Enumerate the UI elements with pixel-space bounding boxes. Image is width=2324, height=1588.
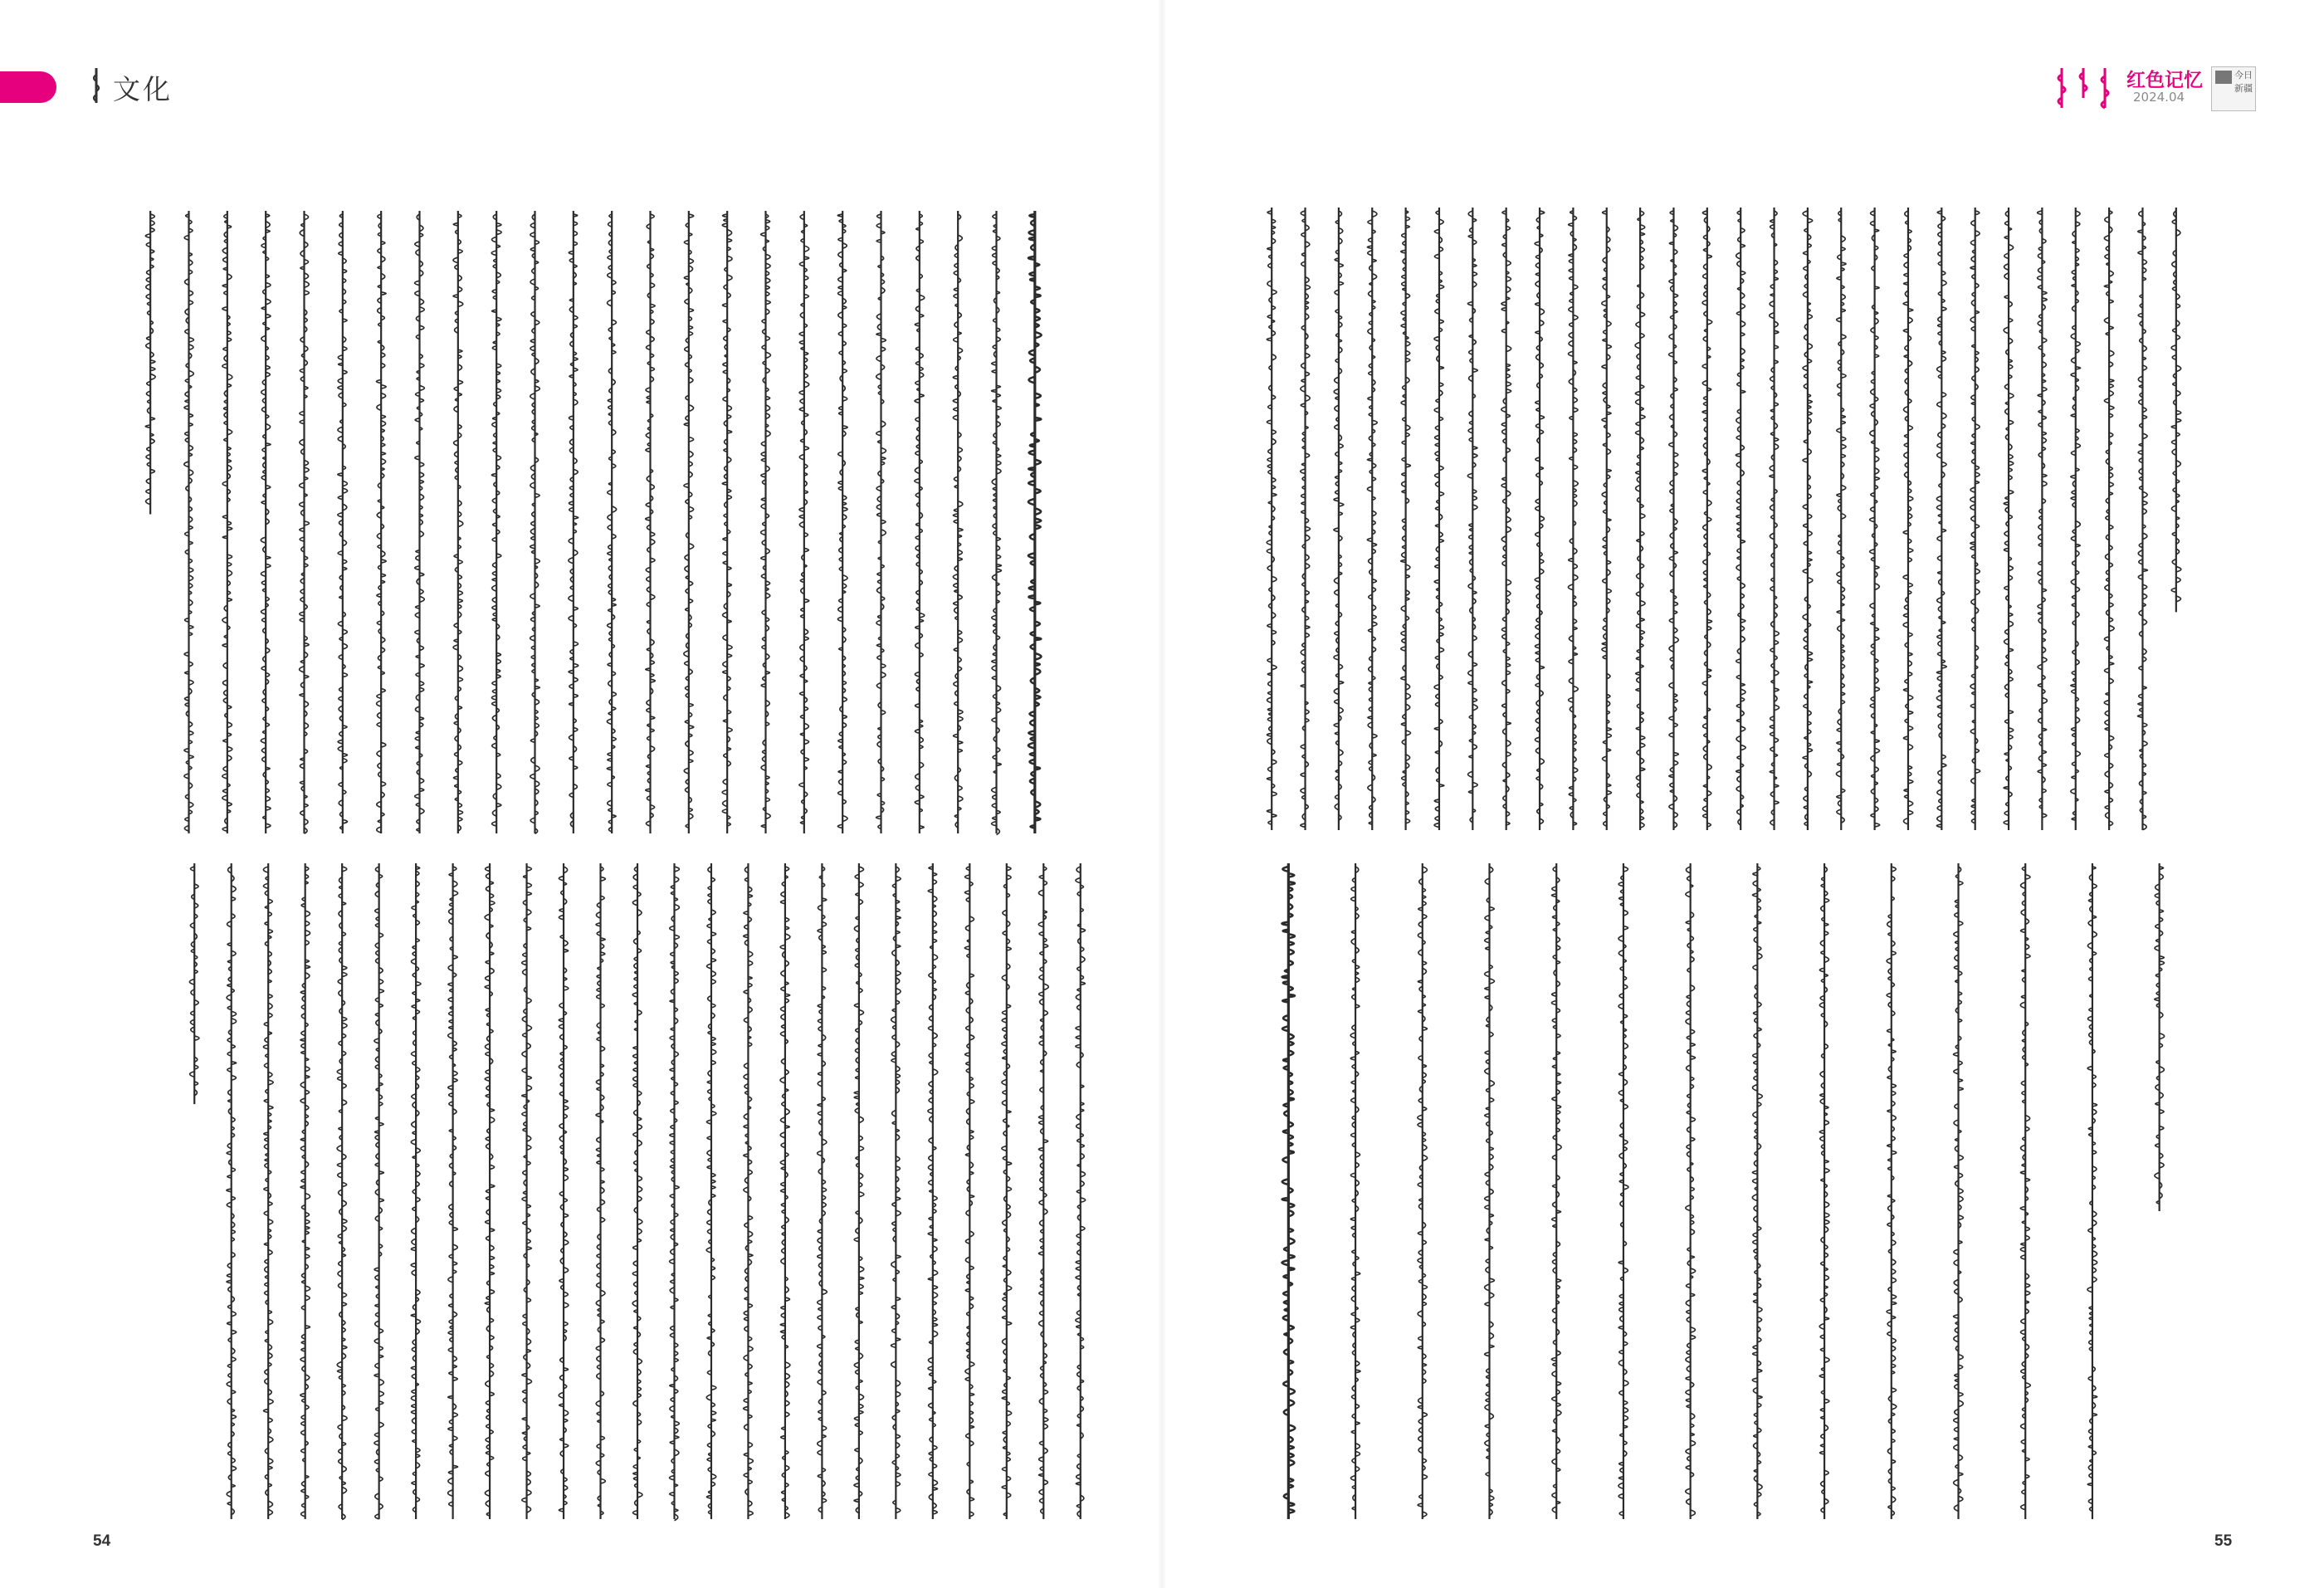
text-line xyxy=(1702,208,1712,830)
issue-date: 2024.04 xyxy=(2133,90,2185,105)
text-line xyxy=(300,863,310,1519)
text-line xyxy=(722,211,732,833)
text-line xyxy=(1485,863,1495,1519)
text-line xyxy=(607,211,616,833)
text-line xyxy=(485,863,495,1519)
page54-lower-text xyxy=(176,860,1099,1524)
text-line xyxy=(670,863,680,1521)
text-line xyxy=(448,863,458,1519)
text-line xyxy=(1686,863,1696,1519)
text-line xyxy=(337,863,347,1520)
page55-upper-text xyxy=(1255,204,2193,835)
text-line xyxy=(1770,208,1780,830)
mongolian-brand-title xyxy=(2050,65,2121,111)
text-line xyxy=(2038,208,2048,830)
text-line xyxy=(1568,208,1578,830)
magazine-title: 红色记忆 xyxy=(2126,70,2203,91)
text-line xyxy=(1301,208,1311,830)
page55-upper-column xyxy=(1255,204,2193,835)
text-line xyxy=(1803,208,1813,830)
text-line xyxy=(261,211,271,833)
text-line xyxy=(1350,863,1360,1519)
text-line xyxy=(1602,208,1612,830)
text-line xyxy=(411,863,421,1519)
text-line xyxy=(374,863,384,1519)
text-line xyxy=(646,211,656,833)
text-line xyxy=(227,863,237,1519)
text-line xyxy=(964,863,974,1519)
text-line xyxy=(1618,863,1628,1519)
text-line xyxy=(1038,863,1048,1519)
text-line xyxy=(706,863,716,1519)
text-line xyxy=(761,211,771,833)
text-line xyxy=(596,863,605,1519)
text-line xyxy=(1936,208,1946,830)
text-line xyxy=(1334,208,1344,830)
text-line xyxy=(854,863,864,1519)
text-line xyxy=(2155,863,2165,1211)
text-line xyxy=(818,863,828,1519)
magazine-logo xyxy=(2211,66,2256,111)
text-line xyxy=(2137,208,2147,830)
headline-line xyxy=(1282,863,1295,1519)
text-line xyxy=(1418,863,1428,1519)
text-line xyxy=(376,211,386,833)
text-line xyxy=(953,211,963,833)
text-line xyxy=(891,863,901,1519)
text-line xyxy=(1903,208,1913,830)
text-line xyxy=(1434,208,1444,830)
page-number-right: 55 xyxy=(2214,1532,2233,1550)
text-line xyxy=(1401,208,1411,830)
text-line xyxy=(1367,208,1377,830)
text-line xyxy=(263,863,273,1519)
text-line xyxy=(222,211,232,833)
text-line xyxy=(992,211,1002,835)
text-line xyxy=(1076,863,1086,1519)
text-line xyxy=(300,211,310,833)
text-line xyxy=(915,211,925,833)
text-line xyxy=(2171,208,2181,612)
text-line xyxy=(530,211,540,833)
text-line xyxy=(632,863,642,1519)
text-line xyxy=(1467,208,1477,830)
text-line xyxy=(415,211,425,833)
text-line xyxy=(1501,208,1511,830)
magazine-brand xyxy=(2050,65,2299,115)
text-line xyxy=(1736,208,1745,830)
logo-text: 今日新疆 xyxy=(2234,70,2253,94)
text-line xyxy=(1836,208,1846,830)
page-number-left: 54 xyxy=(93,1532,111,1550)
text-line xyxy=(1954,863,1964,1519)
text-line xyxy=(928,863,938,1519)
page55-lower-column xyxy=(1255,860,2193,1524)
section-tab xyxy=(0,71,56,103)
text-line xyxy=(1551,863,1561,1519)
text-line xyxy=(780,863,790,1519)
mongolian-section-mark xyxy=(90,66,103,105)
text-line xyxy=(2020,863,2030,1519)
text-line xyxy=(1970,208,1980,830)
text-line xyxy=(1819,863,1829,1519)
text-line xyxy=(145,211,155,515)
text-line xyxy=(1752,863,1762,1519)
text-line xyxy=(1635,208,1645,830)
text-line xyxy=(744,863,754,1519)
logo-mark-icon xyxy=(2215,71,2232,84)
text-line xyxy=(1870,208,1880,830)
text-line xyxy=(1002,863,1012,1519)
text-line xyxy=(453,211,463,833)
text-line xyxy=(338,211,348,833)
text-line xyxy=(1669,208,1679,830)
page54-lower-column xyxy=(176,860,1099,1524)
text-line xyxy=(184,211,194,833)
page-gutter xyxy=(1158,0,1166,1588)
text-line xyxy=(522,863,532,1519)
text-line xyxy=(2087,863,2097,1519)
section-title: 文化 xyxy=(113,73,173,105)
page54-upper-column xyxy=(131,208,1054,838)
text-line xyxy=(2104,208,2114,830)
text-line xyxy=(189,863,199,1104)
text-line xyxy=(837,211,847,833)
headline-line xyxy=(1028,211,1042,833)
text-line xyxy=(684,211,694,833)
text-line xyxy=(1535,208,1545,830)
page54-upper-text xyxy=(131,208,1054,838)
text-line xyxy=(491,211,501,833)
text-line xyxy=(799,211,809,833)
text-line xyxy=(559,863,569,1519)
text-line xyxy=(2004,208,2014,830)
page55-lower-text xyxy=(1255,860,2193,1524)
text-line xyxy=(876,211,886,833)
text-line xyxy=(569,211,579,833)
text-line xyxy=(1267,208,1277,830)
text-line xyxy=(2071,208,2081,830)
text-line xyxy=(1887,863,1897,1519)
